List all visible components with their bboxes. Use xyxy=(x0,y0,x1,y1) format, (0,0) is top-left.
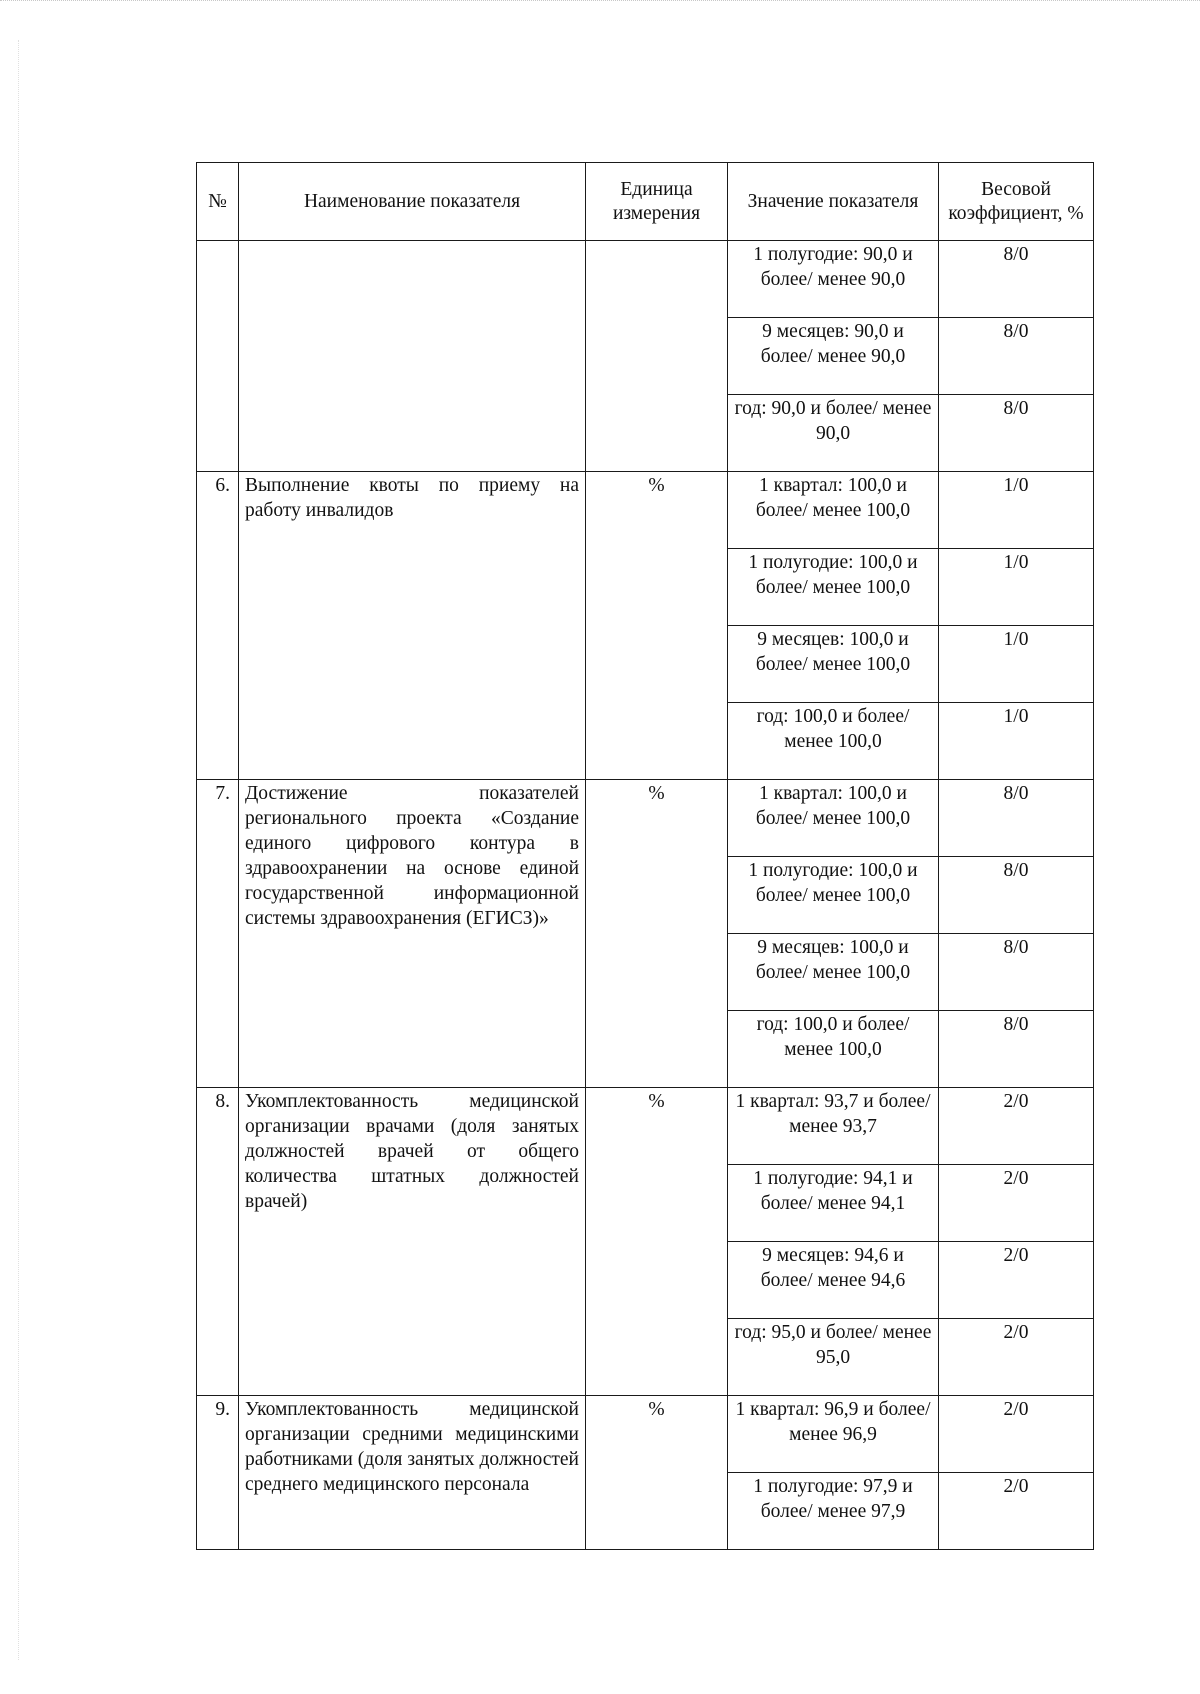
indicator-name: Укомплектованность медицинской организации врачами (доля занятых должностей врачей от общего количества штатных должностей врачей) xyxy=(239,1088,586,1396)
weight-coefficient: 2/0 xyxy=(939,1088,1094,1165)
header-num: № xyxy=(197,163,239,241)
indicator-value: 1 полугодие: 100,0 и более/ менее 100,0 xyxy=(728,857,939,934)
scan-edge-left xyxy=(18,40,59,1660)
table-row xyxy=(197,1088,1094,1165)
indicator-unit: % xyxy=(586,780,728,1088)
table-row xyxy=(197,780,1094,857)
header-value: Значение показателя xyxy=(728,163,939,241)
weight-coefficient: 1/0 xyxy=(939,472,1094,549)
weight-coefficient: 8/0 xyxy=(939,780,1094,857)
indicator-value: 1 полугодие: 100,0 и более/ менее 100,0 xyxy=(728,549,939,626)
row-number xyxy=(197,241,239,472)
indicator-value: 1 квартал: 96,9 и более/ менее 96,9 xyxy=(728,1396,939,1473)
table-row xyxy=(197,472,1094,549)
row-number: 8. xyxy=(197,1088,239,1396)
weight-coefficient: 8/0 xyxy=(939,318,1094,395)
indicator-value: 9 месяцев: 94,6 и более/ менее 94,6 xyxy=(728,1242,939,1319)
scan-edge-top xyxy=(0,0,1200,13)
weight-coefficient: 8/0 xyxy=(939,1011,1094,1088)
weight-coefficient: 2/0 xyxy=(939,1396,1094,1473)
indicator-value: год: 100,0 и более/ менее 100,0 xyxy=(728,703,939,780)
indicator-value: 1 квартал: 100,0 и более/ менее 100,0 xyxy=(728,472,939,549)
indicator-value: 9 месяцев: 100,0 и более/ менее 100,0 xyxy=(728,934,939,1011)
indicator-name xyxy=(239,241,586,472)
weight-coefficient: 1/0 xyxy=(939,626,1094,703)
weight-coefficient: 2/0 xyxy=(939,1242,1094,1319)
indicator-value: год: 95,0 и более/ менее 95,0 xyxy=(728,1319,939,1396)
indicator-value: 1 квартал: 100,0 и более/ менее 100,0 xyxy=(728,780,939,857)
indicator-value: год: 100,0 и более/ менее 100,0 xyxy=(728,1011,939,1088)
weight-coefficient: 8/0 xyxy=(939,934,1094,1011)
indicator-value: 1 полугодие: 94,1 и более/ менее 94,1 xyxy=(728,1165,939,1242)
indicator-value: год: 90,0 и более/ менее 90,0 xyxy=(728,395,939,472)
indicator-value: 9 месяцев: 100,0 и более/ менее 100,0 xyxy=(728,626,939,703)
row-number: 6. xyxy=(197,472,239,780)
indicators-table xyxy=(196,162,1094,1550)
indicator-unit: % xyxy=(586,472,728,780)
header-unit: Единица измерения xyxy=(586,163,728,241)
weight-coefficient: 2/0 xyxy=(939,1319,1094,1396)
indicator-value: 1 квартал: 93,7 и более/ менее 93,7 xyxy=(728,1088,939,1165)
weight-coefficient: 2/0 xyxy=(939,1165,1094,1242)
weight-coefficient: 8/0 xyxy=(939,241,1094,318)
indicator-name: Достижение показателей регионального проекта «Создание единого цифрового контура в здравоохранении на основе единой государственной информационной системы здравоохранения (ЕГИСЗ)» xyxy=(239,780,586,1088)
indicator-unit: % xyxy=(586,1396,728,1550)
indicator-unit: % xyxy=(586,1088,728,1396)
weight-coefficient: 8/0 xyxy=(939,857,1094,934)
indicator-value: 9 месяцев: 90,0 и более/ менее 90,0 xyxy=(728,318,939,395)
weight-coefficient: 8/0 xyxy=(939,395,1094,472)
table-body xyxy=(197,241,1094,1550)
indicator-name: Укомплектованность медицинской организации средними медицинскими работниками (доля занятых должностей среднего медицинского персонала xyxy=(239,1396,586,1550)
row-number: 7. xyxy=(197,780,239,1088)
header-name: Наименование показателя xyxy=(239,163,586,241)
indicator-value: 1 полугодие: 90,0 и более/ менее 90,0 xyxy=(728,241,939,318)
indicator-name: Выполнение квоты по приему на работу инвалидов xyxy=(239,472,586,780)
weight-coefficient: 2/0 xyxy=(939,1473,1094,1550)
weight-coefficient: 1/0 xyxy=(939,549,1094,626)
table-header-row xyxy=(197,163,1094,241)
indicator-unit xyxy=(586,241,728,472)
table-row xyxy=(197,1396,1094,1473)
indicator-value: 1 полугодие: 97,9 и более/ менее 97,9 xyxy=(728,1473,939,1550)
row-number: 9. xyxy=(197,1396,239,1550)
header-weight: Весовой коэффициент, % xyxy=(939,163,1094,241)
table-row xyxy=(197,241,1094,318)
weight-coefficient: 1/0 xyxy=(939,703,1094,780)
